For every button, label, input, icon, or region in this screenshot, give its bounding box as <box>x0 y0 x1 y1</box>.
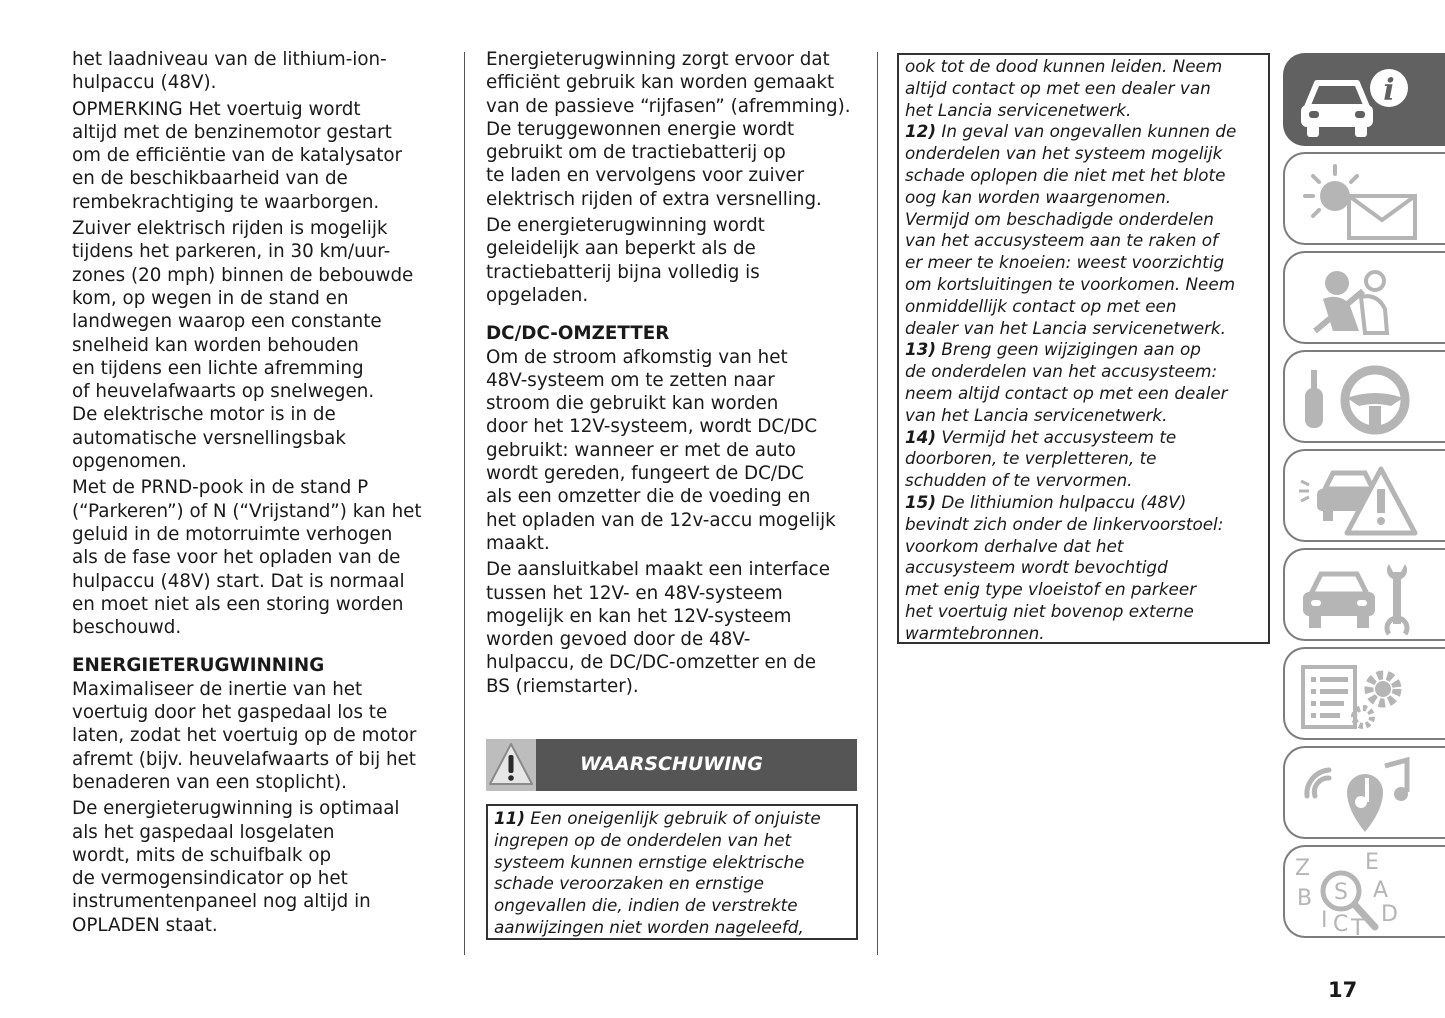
paragraph: Zuiver elektrisch rijden is mogelijk tijdens het parkeren, in 30 km/uur- zones (20 mph) binnen de bebouwde kom, op wegen in de stand en landwegen waarop een constante snelheid kan worden behouden en tijdens een lichte afremming of heuvelafwaarts op snelwegen. De elektrische motor is in de automatische versnellingsbak opgenomen. <box>72 218 414 473</box>
tab-dashboard-lights[interactable] <box>1283 152 1445 245</box>
paragraph: Met de PRND-pook in de stand P (“Parkeren”) of N (“Vrijstand”) kan het geluid in de motorruimte verhogen als de fase voor het opladen van de hulpaccu (48V) start. Dat is normaal en moet niet als een storing worden beschouwd. <box>72 477 422 639</box>
note-number: 13) <box>905 339 937 360</box>
column-divider <box>877 52 878 955</box>
paragraph-note: OPMERKING Het voertuig wordt altijd met de benzinemotor gestart om de efficiëntie van de katalysator en de beschikbaarheid van de rembekrachtiging te waarborgen. <box>72 98 403 213</box>
tab-index[interactable] <box>1283 845 1445 938</box>
tab-maintenance[interactable] <box>1283 548 1445 641</box>
warning-header <box>486 739 857 791</box>
index-letter: E <box>1365 850 1379 875</box>
paragraph: Energieterugwinning zorgt ervoor dat efficiënt gebruik kan worden gemaakt van de passieve “rijfasen” (afremming). De teruggewonnen energie wordt gebruikt om de tractiebatterij op te laden en vervolgens voor zuiver elektrisch rijden of extra versnelling. <box>486 49 851 210</box>
safety-icon <box>1285 253 1445 346</box>
index-icon <box>1285 847 1445 940</box>
paragraph: Om de stroom afkomstig van het 48V-systeem om te zetten naar stroom die gebruikt kan worden door het 12V-systeem, wordt DC/DC gebruikt: wanneer er met de auto wordt gereden, fungeert de DC/DC als een omzetter die de voeding en het opladen van de 12v-accu mogelijk maakt. <box>486 346 836 554</box>
note-text: De lithiumion hulpaccu (48V) bevindt zich onder de linkervoorstoel: voorkom derhalve dat het accusysteem wordt bevochtigd met enig type vloeistof en parkeer het voertuig niet bovenop externe warmtebronnen. <box>905 491 1224 643</box>
dashboard-lights-icon <box>1285 154 1445 247</box>
paragraph: De aansluitkabel maakt een interface tussen het 12V- en 48V-systeem mogelijk en kan het 12V-systeem worden gevoed door de 48V- hulpaccu, de DC/DC-omzetter en de BS (riemstarter). <box>486 559 830 697</box>
svg-text:S: S <box>1334 880 1348 905</box>
note-text: Vermijd het accusysteem te doorboren, te verpletteren, te schudden of te vervormen. <box>905 426 1177 491</box>
section-heading-dcdc-converter: DC/DC-OMZETTER <box>486 323 670 345</box>
multimedia-icon <box>1285 748 1445 841</box>
car-info-icon <box>1285 55 1445 148</box>
paragraph: De energieterugwinning is optimaal als het gaspedaal losgelaten wordt, mits de schuifbalk op de vermogensindicator op het instrumentenpaneel nog altijd in OPLADEN staat. <box>72 798 400 936</box>
technical-data-icon <box>1285 649 1445 742</box>
tab-emergency[interactable] <box>1283 449 1445 542</box>
svg-text:i: i <box>1383 73 1395 108</box>
text-column-middle <box>486 48 858 701</box>
maintenance-icon <box>1285 550 1445 643</box>
note-text: Breng geen wijzigingen aan op de onderdelen van het accusysteem: neem altijd contact op met een dealer van het Lancia servicenetwerk. <box>905 339 1228 425</box>
note-number: 15) <box>905 491 937 512</box>
index-letter: Z <box>1295 856 1311 881</box>
index-letter: T <box>1351 916 1365 940</box>
tab-multimedia[interactable] <box>1283 746 1445 839</box>
column-divider <box>464 52 465 955</box>
index-letter: I <box>1321 908 1328 933</box>
warning-box-continued <box>897 53 1270 644</box>
text-column-left <box>72 48 447 940</box>
warning-triangle-icon <box>486 739 536 791</box>
index-letter: B <box>1297 886 1313 911</box>
paragraph: De energieterugwinning wordt geleidelijk aan beperkt als de tractiebatterij bijna volledig is opgeladen. <box>486 215 765 306</box>
note-text: Een oneigenlijk gebruik of onjuiste ingrepen op de onderdelen van het systeem kunnen ernstige elektrische schade veroorzaken en ernstige ongevallen die, indien de verstrekte aanwijzingen niet worden nageleefd, <box>494 808 821 937</box>
tab-key-steering[interactable] <box>1283 350 1445 443</box>
tab-technical-data[interactable] <box>1283 647 1445 740</box>
section-heading-energy-recovery: ENERGIETERUGWINNING <box>72 655 325 677</box>
paragraph: Maximaliseer de inertie van het voertuig door het gaspedaal los te laten, zodat het voertuig op de motor afremt (bijv. heuvelafwaarts of bij het benaderen van een stoplicht). <box>72 678 417 793</box>
emergency-icon <box>1285 451 1445 544</box>
tab-safety[interactable] <box>1283 251 1445 344</box>
warning-box-11 <box>486 804 858 940</box>
warning-title: WAARSCHUWING <box>580 753 763 775</box>
note-text: ook tot de dood kunnen leiden. Neem altijd contact op met een dealer van het Lancia servicenetwerk. <box>905 56 1223 120</box>
note-number: 12) <box>905 121 937 142</box>
index-letter: A <box>1373 878 1389 903</box>
tab-car-info[interactable] <box>1283 53 1445 146</box>
paragraph: het laadniveau van de lithium-ion- hulpaccu (48V). <box>72 49 387 94</box>
index-letter: C <box>1333 912 1349 937</box>
note-number: 14) <box>905 426 937 447</box>
key-steering-icon <box>1285 352 1445 445</box>
note-text: In geval van ongevallen kunnen de onderdelen van het systeem mogelijk schade oplopen die niet met het blote oog kan worden waargenomen. Vermijd om beschadigde onderdelen van het accusysteem aan te raken of er meer te knoeien: weest voorzichtig om kortsluitingen te voorkomen. Neem onmiddellijk contact op met een dealer van het Lancia servicenetwerk. <box>905 121 1237 338</box>
note-number: 11) <box>494 808 526 828</box>
index-letter: D <box>1381 902 1398 927</box>
page-number: 17 <box>1328 978 1358 1002</box>
